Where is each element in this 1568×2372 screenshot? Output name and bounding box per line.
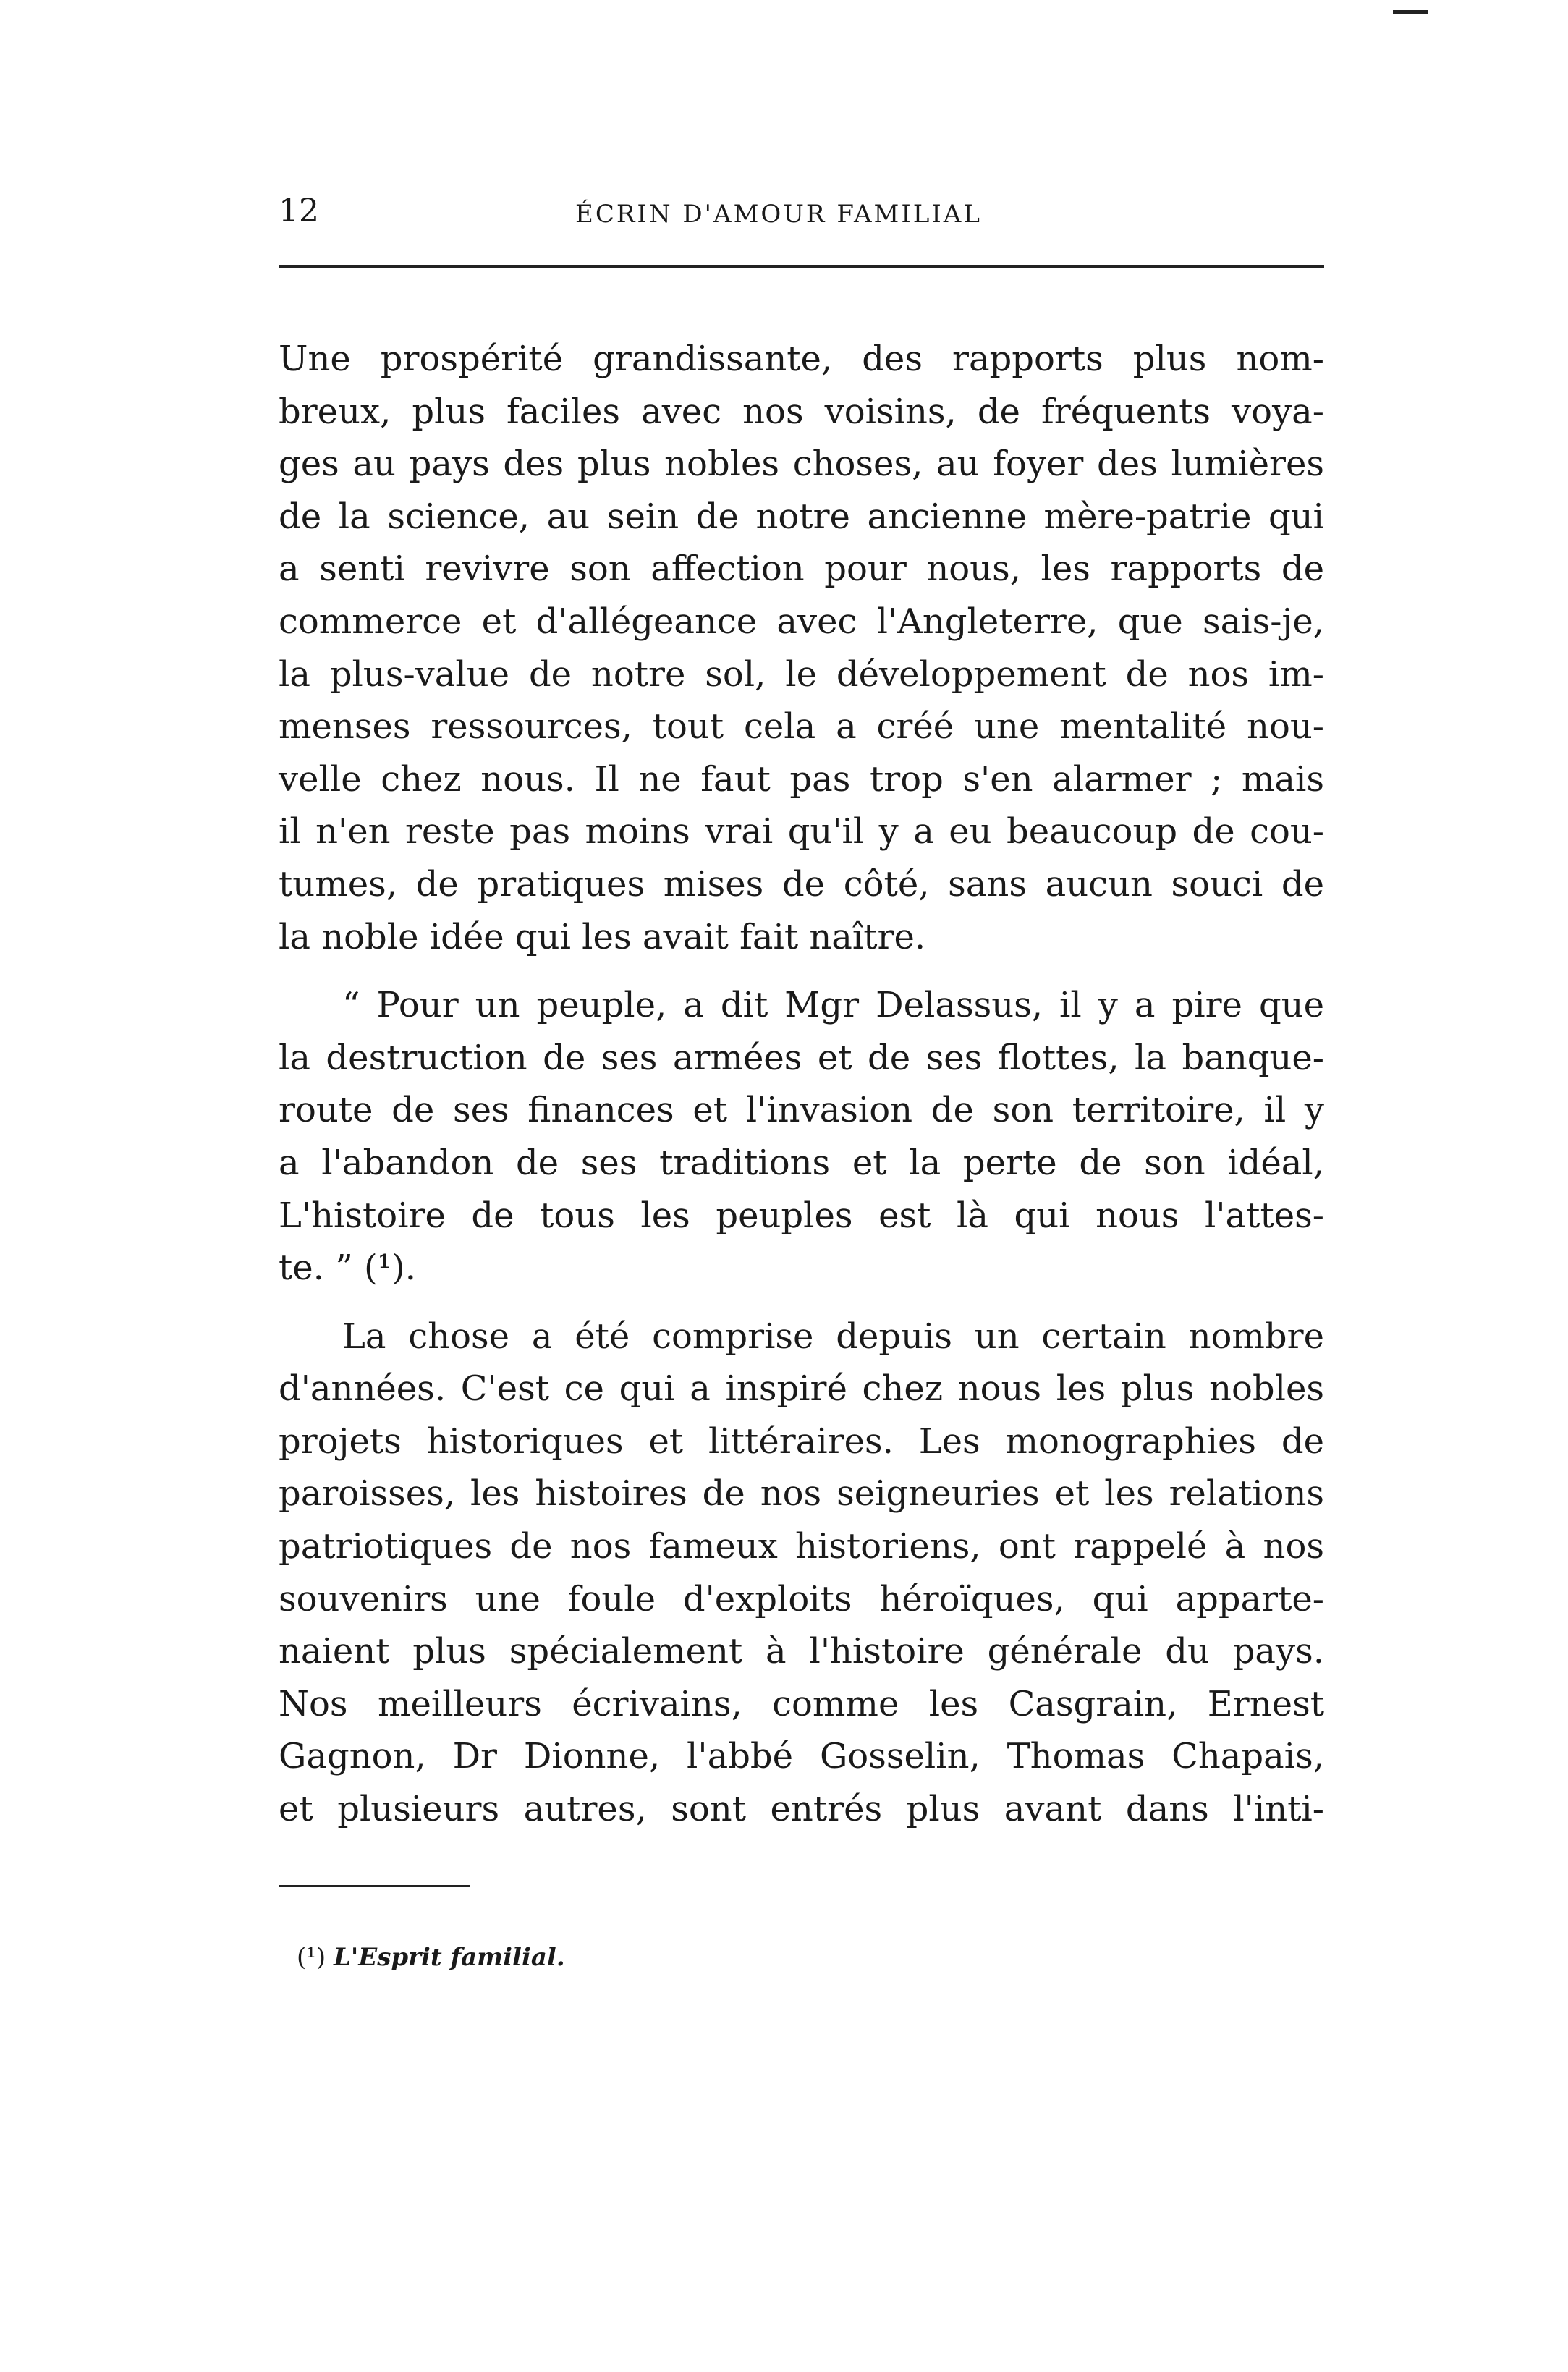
- text-line: Gagnon, Dr Dionne, l'abbé Gosselin, Thomas Chapais,: [279, 1736, 1324, 1777]
- text-line: paroisses, les histoires de nos seigneuries et les relations: [279, 1473, 1324, 1515]
- footnote-rule: [279, 1885, 470, 1887]
- paragraph-1: [279, 333, 1324, 963]
- text-line: et plusieurs autres, sont entrés plus avant dans l'inti-: [279, 1789, 1324, 1830]
- text-line: la destruction de ses armées et de ses flottes, la banque-: [279, 1037, 1324, 1078]
- text-line: menses ressources, tout cela a créé une mentalité nou-: [279, 706, 1324, 747]
- paragraph-gap: [279, 963, 1324, 979]
- text-line: souvenirs une foule d'exploits héroïques, qui apparte-: [279, 1578, 1324, 1619]
- text-line: naient plus spécialement à l'histoire générale du pays.: [279, 1631, 1324, 1672]
- text-line: tumes, de pratiques mises de côté, sans aucun souci de: [279, 863, 1324, 905]
- text-line: d'années. C'est ce qui a inspiré chez nous les plus nobles: [279, 1368, 1324, 1410]
- text-line: breux, plus faciles avec nos voisins, de fréquents voya-: [279, 391, 1324, 432]
- text-line: Une prospérité grandissante, des rapports plus nom-: [279, 339, 1324, 379]
- header-rule: [279, 265, 1324, 268]
- text-line: patriotiques de nos fameux historiens, ont rappelé à nos: [279, 1526, 1324, 1567]
- text-line: a l'abandon de ses traditions et la perte de son idéal,: [279, 1142, 1324, 1183]
- text-line: La chose a été comprise depuis un certain nombre: [342, 1316, 1324, 1357]
- text-line: Nos meilleurs écrivains, comme les Casgrain, Ernest: [279, 1683, 1324, 1724]
- page-corner-mark: [1393, 10, 1428, 14]
- text-line: route de ses finances et l'invasion de son territoire, il y: [279, 1090, 1324, 1131]
- text-line: de la science, au sein de notre ancienne mère-patrie qui: [279, 496, 1324, 537]
- text-line: velle chez nous. Il ne faut pas trop s'en alarmer ; mais: [279, 758, 1324, 800]
- paragraph-gap: [279, 1295, 1324, 1310]
- page-number: 12: [279, 192, 319, 229]
- footnote-marker: (¹): [297, 1943, 326, 1972]
- paragraph-2: [279, 979, 1324, 1295]
- footnote: [297, 1939, 565, 1975]
- text-line: commerce et d'allégeance avec l'Angleterre, que sais-je,: [279, 601, 1324, 642]
- text-line: a senti revivre son affection pour nous, les rapports de: [279, 548, 1324, 590]
- text-line: “ Pour un peuple, a dit Mgr Delassus, il y a pire que: [342, 985, 1324, 1026]
- text-line: projets historiques et littéraires. Les monographies de: [279, 1420, 1324, 1462]
- text-line: ges au pays des plus nobles choses, au foyer des lumières: [279, 444, 1324, 485]
- footnote-text: L'Esprit familial.: [333, 1943, 565, 1972]
- body-text: [279, 333, 1324, 1836]
- text-line: la noble idée qui les avait fait naître.: [279, 916, 926, 957]
- text-line: il n'en reste pas moins vrai qu'il y a eu beaucoup de cou-: [279, 811, 1324, 852]
- text-line: te. ” (¹).: [279, 1248, 416, 1289]
- text-line: la plus-value de notre sol, le développement de nos im-: [279, 653, 1324, 695]
- running-title: ÉCRIN D'AMOUR FAMILIAL: [575, 200, 982, 229]
- text-line: L'histoire de tous les peuples est là qui nous l'attes-: [279, 1195, 1324, 1236]
- paragraph-3: [279, 1310, 1324, 1836]
